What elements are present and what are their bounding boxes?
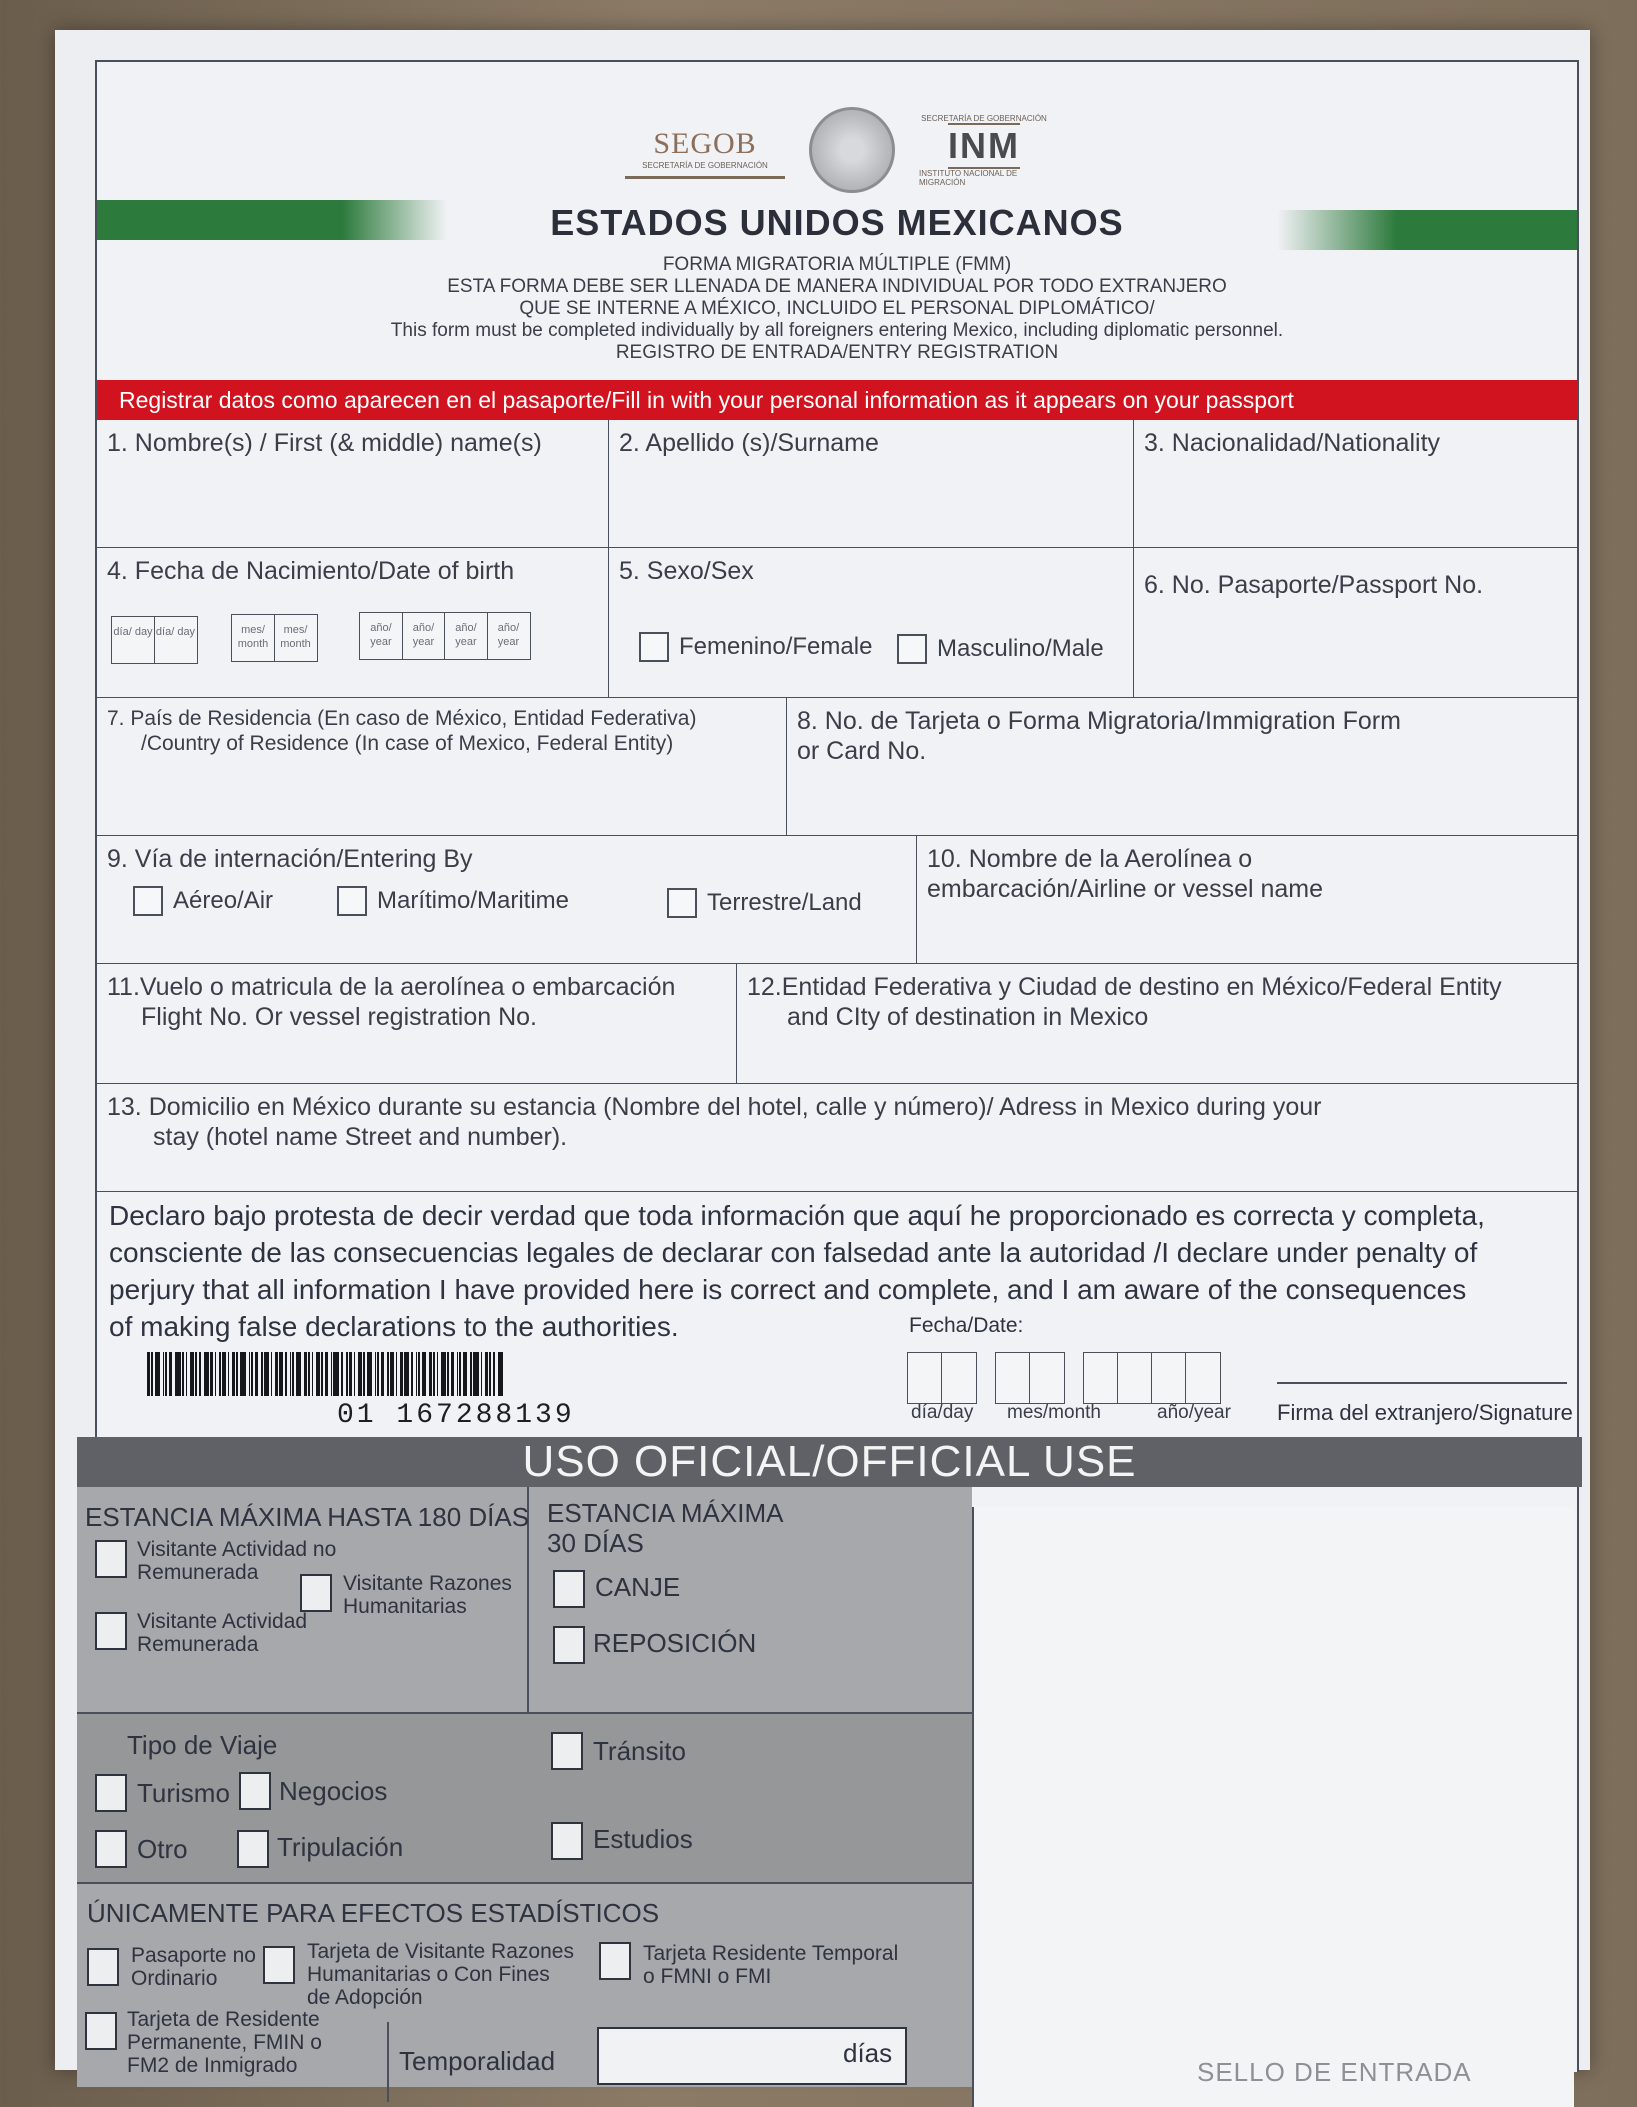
barcode-stripe: [400, 1352, 403, 1396]
subtitle-fmm: FORMA MIGRATORIA MÚLTIPLE (FMM): [662, 254, 1012, 275]
declaration-line: consciente de las consecuencias legales de declarar con falsedad ante la autoridad /I declare under penalty of: [109, 1237, 1478, 1268]
otro-checkbox[interactable]: [95, 1830, 127, 1868]
barcode-stripe: [367, 1352, 372, 1396]
nationality-field[interactable]: [1134, 420, 1577, 548]
barcode-stripe: [404, 1352, 409, 1396]
address-label-2: stay (hotel name Street and number).: [153, 1123, 568, 1151]
barcode-stripe: [498, 1352, 503, 1396]
barcode-stripe: [204, 1352, 209, 1396]
barcode-stripe: [210, 1352, 213, 1396]
immigration-card-label-2: or Card No.: [797, 737, 927, 765]
barcode-stripe: [232, 1352, 235, 1396]
reposicion-label: REPOSICIÓN: [593, 1628, 757, 1658]
barcode-stripe: [264, 1352, 269, 1396]
barcode-stripe: [251, 1352, 253, 1396]
barcode-stripe: [470, 1352, 472, 1396]
humanitarian-checkbox[interactable]: [300, 1574, 332, 1612]
barcode-stripe: [325, 1352, 328, 1396]
barcode-stripe: [447, 1352, 449, 1396]
surname-field[interactable]: [609, 420, 1134, 548]
temporality-label: Temporalidad: [399, 2046, 556, 2076]
barcode-stripe: [304, 1352, 307, 1396]
humanitarian-label: Visitante Razones Humanitarias: [343, 1572, 512, 1618]
negocios-label: Negocios: [279, 1776, 388, 1806]
barcode-stripe: [271, 1352, 272, 1396]
barcode-stripe: [215, 1352, 216, 1396]
official-use-header: USO OFICIAL/OFFICIAL USE: [77, 1437, 1582, 1487]
transito-checkbox[interactable]: [551, 1732, 583, 1770]
statistics-label: ÚNICAMENTE PARA EFECTOS ESTADÍSTICOS: [87, 1898, 660, 1928]
barcode: [147, 1352, 787, 1396]
inm-logo: [919, 114, 1049, 187]
entering-by-field: [97, 836, 917, 964]
instruction-banner: Registrar datos como aparecen en el pasaporte/Fill in with your personal information as it appears on your passport: [97, 380, 1577, 420]
subtitle-instructions-en: This form must be completed individually by all foreigners entering Mexico, including diplomatic personnel.: [390, 320, 1284, 341]
barcode-stripe: [182, 1352, 184, 1396]
air-checkbox[interactable]: [133, 886, 163, 916]
temporary-resident-label: Tarjeta Residente Temporal o FMNI o FMI: [643, 1942, 899, 1988]
logos: [97, 107, 1577, 193]
reposicion-checkbox[interactable]: [553, 1626, 585, 1664]
barcode-stripe: [290, 1352, 291, 1396]
barcode-stripe: [429, 1352, 432, 1396]
official-divider: [77, 1712, 972, 1714]
address-label-1: 13. Domicilio en México durante su estancia (Nombre del hotel, calle y número)/ Adress in Mexico during your: [107, 1093, 1322, 1121]
barcode-stripe: [463, 1352, 467, 1396]
passport-number-field[interactable]: [1134, 548, 1577, 698]
barcode-stripe: [473, 1352, 479, 1396]
sex-field: [609, 548, 1134, 698]
barcode-stripe: [285, 1352, 287, 1396]
destination-field[interactable]: [737, 964, 1577, 1084]
barcode-stripe: [485, 1352, 488, 1396]
female-option[interactable]: [639, 632, 872, 662]
unpaid-activity-checkbox[interactable]: [95, 1540, 127, 1578]
paid-activity-checkbox[interactable]: [95, 1612, 127, 1650]
barcode-stripe: [186, 1352, 187, 1396]
turismo-label: Turismo: [137, 1778, 230, 1808]
male-label: Masculino/Male: [937, 635, 1104, 662]
maritime-option[interactable]: [337, 886, 569, 916]
barcode-stripe: [165, 1352, 167, 1396]
temporary-resident-checkbox[interactable]: [599, 1942, 631, 1980]
immigration-card-label-1: 8. No. de Tarjeta o Forma Migratoria/Immigration Form: [797, 707, 1401, 735]
inm-logo-subtext: INSTITUTO NACIONAL DE MIGRACIÓN: [919, 168, 1018, 187]
sex-label: 5. Sexo/Sex: [619, 557, 754, 585]
barcode-stripe: [249, 1352, 250, 1396]
first-name-field[interactable]: [97, 420, 609, 548]
sign-date-day-box[interactable]: [941, 1352, 977, 1404]
address-in-mexico-field[interactable]: [97, 1084, 1577, 1192]
declaration-line: of making false declarations to the authorities.: [109, 1311, 679, 1342]
barcode-stripe: [481, 1352, 482, 1396]
barcode-stripe: [422, 1352, 426, 1396]
barcode-stripe: [381, 1352, 384, 1396]
barcode-stripe: [255, 1352, 258, 1396]
barcode-stripe: [358, 1352, 362, 1396]
trip-type-label: Tipo de Viaje: [127, 1730, 278, 1760]
barcode-stripe: [418, 1352, 420, 1396]
barcode-stripe: [275, 1352, 278, 1396]
surname-label: 2. Apellido (s)/Surname: [619, 429, 879, 457]
barcode-stripe: [228, 1352, 229, 1396]
barcode-stripe: [433, 1352, 435, 1396]
turismo-checkbox[interactable]: [95, 1774, 127, 1812]
barcode-stripe: [331, 1352, 332, 1396]
maritime-label: Marítimo/Maritime: [377, 887, 570, 914]
barcode-stripe: [396, 1352, 397, 1396]
country-of-residence-label-1: 7. País de Residencia (En caso de México, Entidad Federativa): [107, 707, 697, 730]
estudios-checkbox[interactable]: [551, 1822, 583, 1860]
barcode-stripe: [457, 1352, 458, 1396]
barcode-stripe: [308, 1352, 310, 1396]
official-divider: [387, 2022, 389, 2102]
barcode-stripe: [459, 1352, 461, 1396]
barcode-stripe: [489, 1352, 491, 1396]
sign-date-year-box[interactable]: [1083, 1352, 1119, 1404]
permanent-resident-label: Tarjeta de Residente Permanente, FMIN o FM2 de Inmigrado: [127, 2008, 322, 2077]
barcode-stripe: [236, 1352, 238, 1396]
sign-date-month-box[interactable]: [995, 1352, 1031, 1404]
barcode-stripe: [163, 1352, 164, 1396]
first-name-label: 1. Nombre(s) / First (& middle) name(s): [107, 429, 542, 457]
date-of-birth-label: 4. Fecha de Nacimiento/Date of birth: [107, 557, 515, 585]
barcode-stripe: [292, 1352, 294, 1396]
canje-label: CANJE: [595, 1572, 681, 1602]
barcode-stripe: [363, 1352, 365, 1396]
days-label: días: [843, 2038, 893, 2068]
paid-activity-label: Visitante Actividad Remunerada: [137, 1610, 308, 1656]
entry-stamp-label: SELLO DE ENTRADA: [1197, 2057, 1472, 2087]
form-sheet: [55, 30, 1590, 2087]
dob-month-box[interactable]: mes/ month: [274, 614, 318, 662]
barcode-stripe: [151, 1352, 153, 1396]
subtitle-instructions-es-1: ESTA FORMA DEBE SER LLENADA DE MANERA INDIVIDUAL POR TODO EXTRANJERO: [447, 276, 1227, 297]
barcode-stripe: [279, 1352, 283, 1396]
sign-date-year-box[interactable]: [1185, 1352, 1221, 1404]
barcode-stripe: [375, 1352, 376, 1396]
form-subtitles: [97, 254, 1577, 364]
form-frame: [85, 60, 1579, 2087]
sign-date-month-label: mes/month: [1007, 1402, 1101, 1423]
dob-day-boxes: [111, 616, 196, 664]
barcode-stripe: [493, 1352, 495, 1396]
destination-label-2: and CIty of destination in Mexico: [787, 1003, 1149, 1031]
sign-date-day-box[interactable]: [907, 1352, 943, 1404]
estudios-label: Estudios: [593, 1824, 693, 1854]
tripulacion-checkbox[interactable]: [237, 1830, 269, 1868]
barcode-stripe: [199, 1352, 201, 1396]
declaration-text: [97, 1197, 1577, 1345]
barcode-stripe: [341, 1352, 343, 1396]
max-stay-30-label-2: 30 DÍAS: [547, 1528, 644, 1558]
dob-year-box[interactable]: año/ year: [402, 612, 446, 660]
barcode-stripe: [346, 1352, 348, 1396]
dob-day-box[interactable]: día/ day: [111, 616, 155, 664]
immigration-card-number-field[interactable]: [787, 698, 1577, 836]
land-label: Terrestre/Land: [707, 889, 862, 916]
flight-number-field[interactable]: [97, 964, 737, 1084]
visitor-card-label: Tarjeta de Visitante Razones Humanitarias o Con Fines de Adopción: [307, 1940, 574, 2009]
permanent-resident-checkbox[interactable]: [85, 2012, 117, 2050]
airline-name-field[interactable]: [917, 836, 1577, 964]
maritime-checkbox[interactable]: [337, 886, 367, 916]
barcode-stripe: [441, 1352, 446, 1396]
dob-year-boxes: [359, 612, 529, 660]
barcode-stripe: [354, 1352, 355, 1396]
airline-name-label-2: embarcación/Airline or vessel name: [927, 875, 1324, 903]
barcode-stripe: [437, 1352, 438, 1396]
max-stay-180-label: ESTANCIA MÁXIMA HASTA 180 DÍAS: [85, 1502, 530, 1532]
dob-day-box[interactable]: día/ day: [154, 616, 198, 664]
barcode-stripe: [222, 1352, 226, 1396]
barcode-stripe: [387, 1352, 389, 1396]
max-stay-30-label-1: ESTANCIA MÁXIMA: [547, 1498, 784, 1528]
male-option[interactable]: [897, 634, 1104, 664]
barcode-stripe: [377, 1352, 379, 1396]
declaration-line: perjury that all information I have provided here is correct and complete, and I am aware of the consequences: [109, 1274, 1467, 1305]
segob-logo-text: SEGOB: [653, 127, 757, 160]
barcode-stripe: [312, 1352, 313, 1396]
barcode-stripe: [411, 1352, 413, 1396]
barcode-stripe: [451, 1352, 454, 1396]
country-of-residence-field[interactable]: [97, 698, 787, 836]
destination-label-1: 12.Entidad Federativa y Ciudad de destino en México/Federal Entity: [747, 973, 1502, 1001]
barcode-stripe: [321, 1352, 323, 1396]
barcode-stripe: [155, 1352, 160, 1396]
sign-date-day-label: día/day: [911, 1402, 974, 1423]
barcode-stripe: [190, 1352, 194, 1396]
male-checkbox[interactable]: [897, 634, 927, 664]
flight-number-label-2: Flight No. Or vessel registration No.: [141, 1003, 537, 1031]
sign-date-year-label: año/year: [1157, 1402, 1231, 1423]
barcode-stripe: [169, 1352, 172, 1396]
entering-by-label: 9. Vía de internación/Entering By: [107, 845, 473, 873]
barcode-stripe: [261, 1352, 263, 1396]
official-divider: [77, 1882, 972, 1884]
barcode-stripe: [316, 1352, 320, 1396]
non-ordinary-passport-label: Pasaporte no Ordinario: [131, 1944, 256, 1990]
female-label: Femenino/Female: [679, 633, 873, 660]
dob-year-box[interactable]: año/ year: [359, 612, 403, 660]
barcode-stripe: [175, 1352, 181, 1396]
barcode-stripe: [416, 1352, 417, 1396]
subtitle-entry-registration: REGISTRO DE ENTRADA/ENTRY REGISTRATION: [615, 342, 1059, 363]
segob-logo-subtext: SECRETARÍA DE GOBERNACIÓN: [642, 161, 768, 170]
tripulacion-label: Tripulación: [277, 1832, 404, 1862]
signature-label: Firma del extranjero/Signature: [1277, 1400, 1573, 1425]
country-of-residence-label-2: /Country of Residence (In case of Mexico, Federal Entity): [141, 732, 674, 755]
non-ordinary-passport-checkbox[interactable]: [87, 1948, 119, 1986]
barcode-number: 01 167288139: [337, 1400, 575, 1431]
barcode-stripe: [219, 1352, 221, 1396]
barcode-stripe: [195, 1352, 197, 1396]
barcode-stripe: [349, 1352, 352, 1396]
female-checkbox[interactable]: [639, 632, 669, 662]
sign-date-year-box[interactable]: [1117, 1352, 1153, 1404]
dob-year-box[interactable]: año/ year: [487, 612, 531, 660]
mexico-seal-icon: [809, 107, 895, 193]
air-label: Aéreo/Air: [173, 887, 274, 914]
land-checkbox[interactable]: [667, 888, 697, 918]
air-option[interactable]: [133, 886, 273, 916]
airline-name-label-1: 10. Nombre de la Aerolínea o: [927, 845, 1253, 873]
inm-logo-text: INM: [948, 123, 1020, 169]
segob-logo: [625, 122, 785, 179]
dob-year-box[interactable]: año/ year: [444, 612, 488, 660]
passport-number-label: 6. No. Pasaporte/Passport No.: [1144, 571, 1484, 599]
otro-label: Otro: [137, 1834, 188, 1864]
inm-logo-top: SECRETARÍA DE GOBERNACIÓN: [921, 113, 1047, 123]
flight-number-label-1: 11.Vuelo o matricula de la aerolínea o embarcación: [107, 973, 676, 1001]
visitor-card-checkbox[interactable]: [263, 1946, 295, 1984]
barcode-stripe: [240, 1352, 246, 1396]
land-option[interactable]: [667, 888, 862, 918]
negocios-checkbox[interactable]: [239, 1772, 271, 1810]
unpaid-activity-label: Visitante Actividad no Remunerada: [137, 1538, 337, 1584]
canje-checkbox[interactable]: [553, 1570, 585, 1608]
barcode-stripe: [147, 1352, 150, 1396]
entry-stamp-area: [972, 1507, 1574, 2107]
date-of-birth-field: [97, 548, 609, 698]
barcode-stripe: [333, 1352, 339, 1396]
sign-date-month-box[interactable]: [1029, 1352, 1065, 1404]
transito-label: Tránsito: [593, 1736, 686, 1766]
dob-month-box[interactable]: mes/ month: [231, 614, 275, 662]
declaration-line: Declaro bajo protesta de decir verdad que toda información que aquí he proporcionado es correcta y completa,: [109, 1200, 1485, 1231]
signature-date-label: Fecha/Date:: [909, 1314, 1024, 1337]
nationality-label: 3. Nacionalidad/Nationality: [1144, 429, 1441, 457]
barcode-stripe: [390, 1352, 394, 1396]
barcode-stripe: [296, 1352, 301, 1396]
signature-line[interactable]: [1277, 1382, 1567, 1384]
subtitle-instructions-es-2: QUE SE INTERNE A MÉXICO, INCLUIDO EL PERSONAL DIPLOMÁTICO/: [519, 298, 1155, 319]
sign-date-year-box[interactable]: [1151, 1352, 1187, 1404]
page-title: ESTADOS UNIDOS MEXICANOS: [550, 202, 1124, 243]
dob-month-boxes: [231, 614, 316, 662]
